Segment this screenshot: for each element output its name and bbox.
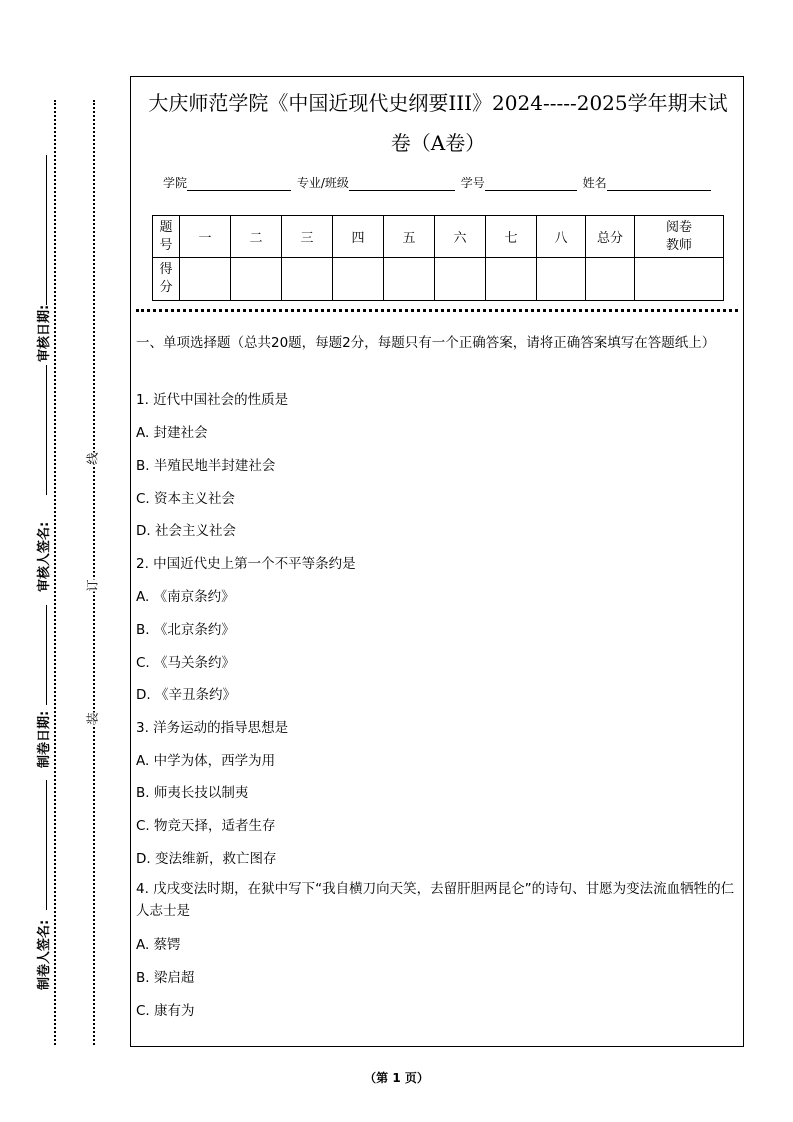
score-cell-5[interactable] bbox=[384, 258, 435, 301]
major-class-label: 专业/班级 bbox=[296, 176, 349, 190]
score-cell-7[interactable] bbox=[486, 258, 537, 301]
q1-stem: 1. 近代中国社会的性质是 bbox=[136, 392, 289, 408]
score-col-total: 总分 bbox=[586, 216, 635, 258]
score-col-2: 二 bbox=[231, 216, 282, 258]
score-cell-reviewer[interactable] bbox=[635, 258, 724, 301]
q1-option-b: B. 半殖民地半封建社会 bbox=[136, 458, 276, 474]
q1-option-a: A. 封建社会 bbox=[136, 425, 208, 441]
college-field[interactable] bbox=[187, 178, 291, 191]
score-cell-4[interactable] bbox=[333, 258, 384, 301]
score-cell-total[interactable] bbox=[586, 258, 635, 301]
score-cell-1[interactable] bbox=[180, 258, 231, 301]
q4-option-c: C. 康有为 bbox=[136, 1003, 195, 1019]
q4-option-a: A. 蔡锷 bbox=[136, 937, 181, 953]
binding-dotted-line-outer bbox=[54, 100, 56, 1045]
exam-title-line1: 大庆师范学院《中国近现代史纲要III》2024-----2025学年期末试 bbox=[148, 91, 728, 115]
name-label: 姓名 bbox=[582, 176, 607, 190]
binding-char-ding: 订 bbox=[82, 579, 103, 591]
section-divider bbox=[136, 309, 738, 312]
q1-option-c: C. 资本主义社会 bbox=[136, 491, 236, 507]
q2-option-a: A. 《南京条约》 bbox=[136, 589, 235, 605]
student-info-row bbox=[163, 174, 713, 191]
score-table bbox=[152, 215, 724, 301]
binding-dotted-line-inner bbox=[93, 100, 95, 1045]
score-col-3: 三 bbox=[282, 216, 333, 258]
section1-heading: 一、单项选择题（总共20题，每题2分，每题只有一个正确答案，请将正确答案填写在答题纸上） bbox=[136, 335, 716, 351]
score-table-header-row bbox=[153, 216, 724, 258]
q3-stem: 3. 洋务运动的指导思想是 bbox=[136, 720, 289, 736]
student-id-label: 学号 bbox=[460, 176, 485, 190]
score-header-label: 题 号 bbox=[153, 216, 180, 258]
score-col-6: 六 bbox=[435, 216, 486, 258]
review-date-label: 审核日期: bbox=[37, 304, 52, 362]
score-cell-3[interactable] bbox=[282, 258, 333, 301]
name-field[interactable] bbox=[607, 178, 711, 191]
q1-option-d: D. 社会主义社会 bbox=[136, 523, 236, 539]
binding-char-zhuang: 装 bbox=[82, 712, 103, 724]
reviewer-sign-label: 审核人签名: bbox=[37, 521, 52, 592]
score-cell-8[interactable] bbox=[537, 258, 586, 301]
q3-option-c: C. 物竞天择，适者生存 bbox=[136, 818, 276, 834]
signature-line-maker bbox=[46, 780, 47, 910]
q2-option-b: B. 《北京条约》 bbox=[136, 622, 235, 638]
score-col-8: 八 bbox=[537, 216, 586, 258]
college-label: 学院 bbox=[163, 176, 188, 190]
q2-option-d: D. 《辛丑条约》 bbox=[136, 687, 236, 703]
student-id-field[interactable] bbox=[485, 178, 577, 191]
q3-option-b: B. 师夷长技以制夷 bbox=[136, 785, 249, 801]
q4-stem: 4. 戊戌变法时期，在狱中写下“我自横刀向天笑，去留肝胆两昆仑”的诗句、甘愿为变法流血牺牲的仁人志士是 bbox=[136, 881, 735, 919]
q3-option-d: D. 变法维新，救亡图存 bbox=[136, 851, 277, 867]
score-col-1: 一 bbox=[180, 216, 231, 258]
q4-option-b: B. 梁启超 bbox=[136, 970, 195, 986]
score-col-5: 五 bbox=[384, 216, 435, 258]
score-col-7: 七 bbox=[486, 216, 537, 258]
score-table-score-row bbox=[153, 258, 724, 301]
score-cell-6[interactable] bbox=[435, 258, 486, 301]
maker-sign-label: 制卷人签名: bbox=[37, 919, 52, 990]
exam-title-line2: 卷（A卷） bbox=[390, 131, 486, 155]
q2-stem: 2. 中国近代史上第一个不平等条约是 bbox=[136, 556, 356, 572]
score-cell-2[interactable] bbox=[231, 258, 282, 301]
score-row-label: 得 分 bbox=[153, 258, 180, 301]
signature-line-make-date bbox=[46, 605, 47, 705]
score-col-4: 四 bbox=[333, 216, 384, 258]
binding-char-xian: 线 bbox=[82, 452, 103, 464]
q3-option-a: A. 中学为体，西学为用 bbox=[136, 753, 276, 769]
make-date-label: 制卷日期: bbox=[37, 710, 52, 768]
signature-line-reviewer bbox=[46, 365, 47, 495]
q2-option-c: C. 《马关条约》 bbox=[136, 655, 236, 671]
score-col-reviewer: 阅卷 教师 bbox=[635, 216, 724, 258]
major-class-field[interactable] bbox=[349, 178, 455, 191]
signature-line-review-date bbox=[46, 155, 47, 305]
page-number: （第 1 页） bbox=[364, 1071, 429, 1085]
